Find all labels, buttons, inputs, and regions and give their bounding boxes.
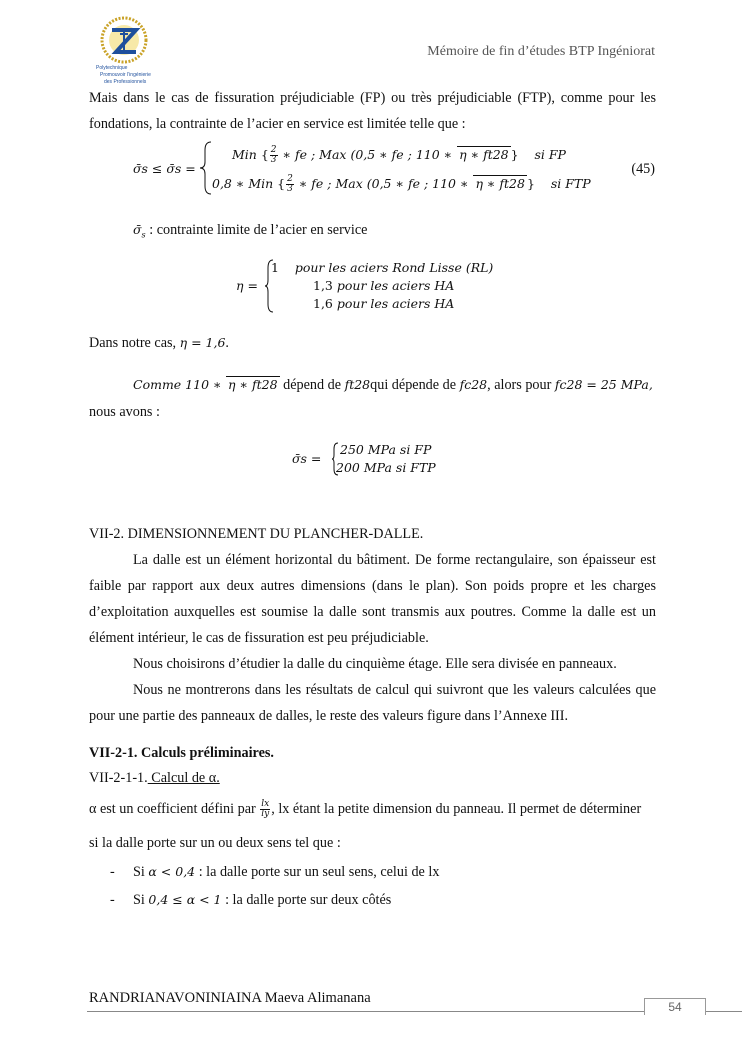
logo-line-1: Polytechnique [96,65,128,71]
bullet-1-math: α < 0,4 [148,864,196,879]
bullet-1-pre: Si [133,864,145,880]
school-logo [90,14,158,90]
eta-row-2-val: 1,3 [313,278,333,293]
page-number: 54 [644,998,706,1015]
eta-row-1 [271,260,493,275]
eq45-row1-body: ∗ fe ; Max (0,5 ∗ fe ; 110 ∗ [282,147,453,162]
p2-mid1: dépend de [283,377,342,393]
p2-mid3: , alors pour [487,377,552,393]
eq45-row2-sqrt: η ∗ ft28 [475,176,525,191]
eta-row-1-text: pour les aciers Rond Lisse (RL) [294,260,494,275]
subsub-prefix: VII-2-1-1. [89,770,148,786]
alpha-def-b: , lx étant la petite dimension du panneau. Il permet de déterminer [271,800,642,817]
bullet-2-math: 0,4 ≤ α < 1 [148,892,222,907]
p2-line2: nous avons : [89,404,160,420]
eta-row-2 [313,278,454,293]
sigma-eq-lhs: σ̄s = [292,451,322,466]
bullet-1-text: : la dalle porte sur un seul sens, celui de lx [195,864,440,880]
bullet-item-1 [133,864,439,881]
p2-ft: ft28 [344,377,371,392]
frac-num: 2 [270,145,277,155]
eta-lhs: η = [236,278,258,293]
alpha-frac-den: ly [261,809,270,819]
subsubsection-title [89,770,220,787]
eq45-row1-sqrt: η ∗ ft28 [459,147,509,162]
paragraph-fissuration: Mais dans le cas de fissuration préjudiciable (FP) ou très préjudiciable (FTP), comme pour les fondations, la contrainte de l’acier en service est limitée telle que : [89,90,656,132]
subsub-label: Calcul de α. [147,770,220,786]
eta-row-3-text: pour les aciers HA [336,296,455,311]
eq45-lhs: σ̄s ≤ σ̄s = [133,161,196,176]
eta-row-2-text: pour les aciers HA [336,278,455,293]
eq45-row1-min: Min [232,147,257,162]
paragraph-dalle: La dalle est un élément horizontal du bâtiment. De forme rectangulaire, son épaisseur est faible par rapport aux deux autres dimensions (dans le plan). Son poids propre et les charges d’exploitation auxquelles est soumise la dalle sont transmis aux poutres. Comme la dalle est un élément intérieur, le cas de fissuration est peu préjudiciable. [89,552,656,646]
eta-row-3 [313,296,454,311]
eq45-row2-prefix: 0,8 ∗ Min [212,176,274,191]
sigma-eq-row2: 200 MPa si FTP [336,460,436,475]
p2-fc: fc28 [459,377,488,392]
subsection-title: VII-2-1. Calculs préliminaires. [89,745,274,761]
eta-row-1-val: 1 [271,260,279,275]
p2-fc-val: fc28 = 25 MPa, [554,377,653,392]
alpha-def-line2: si la dalle porte sur un ou deux sens tel que : [89,835,341,851]
eta-case: Dans notre cas, η = 1,6. [89,335,229,351]
logo-line-3: des Professionnels [104,79,147,85]
paragraph-etage: Nous choisirons d’étudier la dalle du cinquième étage. Elle sera divisée en panneaux. [133,656,617,672]
eta-row-3-val: 1,6 [313,296,333,311]
eq45-row1-cond: si FP [534,147,566,162]
eta-case-prefix: Dans notre cas, [89,335,177,351]
sigma-definition-text: : contrainte limite de l’acier en service [149,222,368,238]
bullet-dash: - [110,864,115,880]
alpha-frac-num: lx [261,799,270,809]
eta-case-math: η = 1,6 [179,335,226,350]
alpha-def-a: α est un coefficient défini par [89,800,256,817]
eq45-row2-cond: si FTP [550,176,591,191]
frac-num: 2 [287,174,293,184]
equation-number: (45) [631,161,655,177]
p2-sqrt: η ∗ ft28 [228,377,278,392]
frac-den: 3 [287,184,293,194]
eq45-row2: 0,8 ∗ Min { $\frac{2}{3}$ ∗ fe ; Max (0,5 ∗ fe ; 110 ∗ η ∗ ft28 } si FTP [212,174,591,194]
paragraph-ft28 [133,376,663,394]
frac-den: 3 [270,155,277,165]
section-title: VII-2. DIMENSIONNEMENT DU PLANCHER-DALLE. [89,526,424,542]
bullet-item-2 [133,892,391,909]
bullet-dash: - [110,892,115,908]
sigma-definition: $\sigmā_s$ : contrainte limite de l’acier en service [133,222,368,240]
paragraph-resultats: Nous ne montrerons dans les résultats de calcul qui suivront que les valeurs calculées que pour une partie des panneaux de dalles, le reste des valeurs figure dans l’Annexe III. [89,682,656,724]
p2-mid2: qui dépende de [370,377,457,393]
logo-line-2: Promouvoir l’ingénierie [100,72,151,78]
alpha-definition [89,800,659,819]
sigma-eq-row1: 250 MPa si FP [340,442,432,457]
bullet-2-pre: Si [133,892,145,908]
eq45-row2-body: ∗ fe ; Max (0,5 ∗ fe ; 110 ∗ [298,176,469,191]
p2-prefix: Comme 110 ∗ [133,377,222,392]
eq45-row1: Min { $\frac{2}{3}$ ∗ fe ; Max (0,5 ∗ fe ; 110 ∗ η ∗ ft28 } si FP [232,145,566,165]
footer-author: RANDRIANAVONINIAINA Maeva Alimanana [89,990,371,1006]
header-title: Mémoire de fin d’études BTP Ingéniorat [427,44,655,59]
bullet-2-text: : la dalle porte sur deux côtés [221,892,392,908]
eq45-brace [199,140,213,196]
